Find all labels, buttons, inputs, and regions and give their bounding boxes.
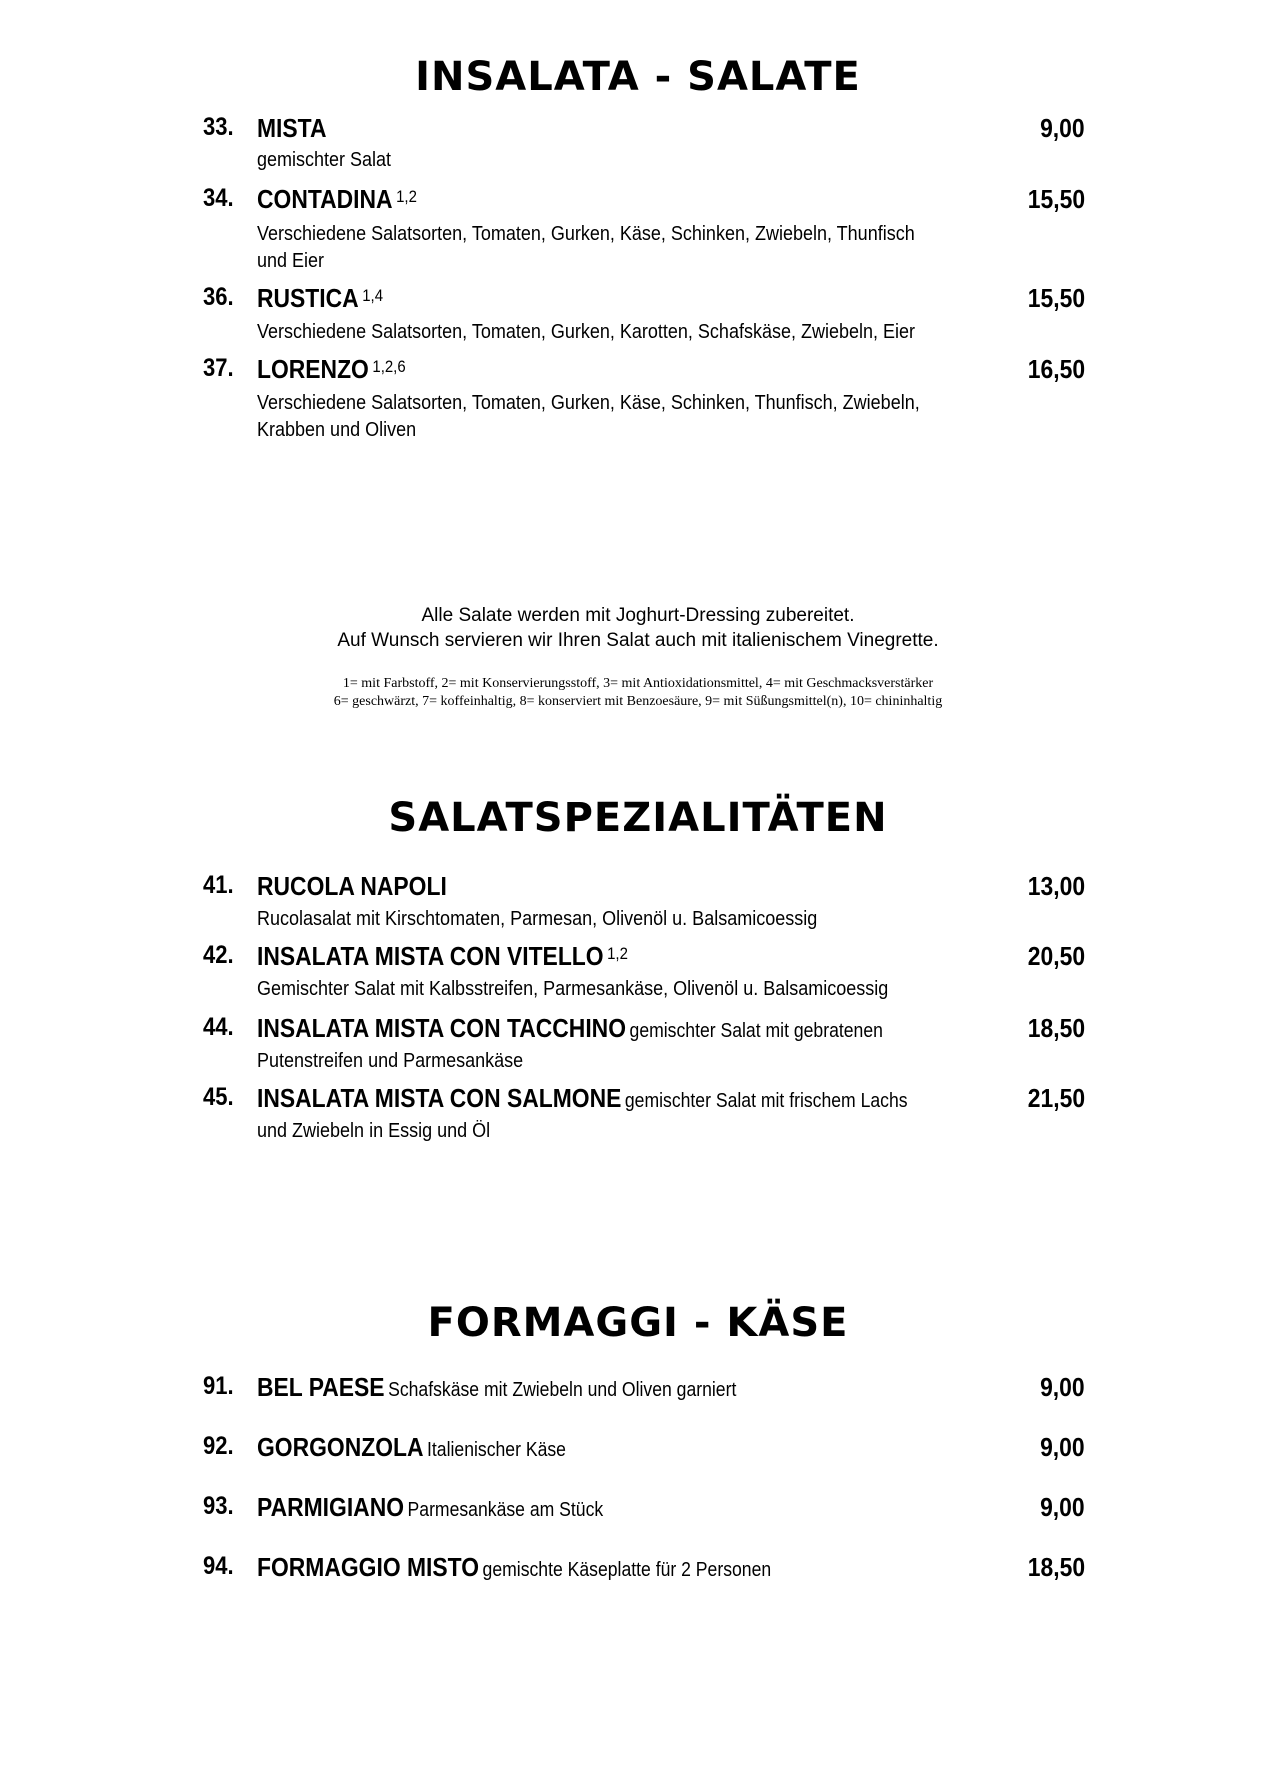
item-name-text: MISTA xyxy=(257,113,327,143)
item-price: 9,00 xyxy=(1040,1432,1085,1462)
item-allergens: 1,2,6 xyxy=(372,357,406,376)
item-name xyxy=(257,1013,883,1044)
item-name-text: LORENZO xyxy=(257,354,369,384)
item-name-text: INSALATA MISTA CON VITELLO xyxy=(257,941,604,971)
item-allergens: 1,4 xyxy=(362,286,384,305)
item-price: 16,50 xyxy=(1027,354,1085,384)
item-price: 18,50 xyxy=(1027,1552,1085,1582)
item-name xyxy=(257,1552,771,1583)
item-inline-description: gemischter Salat mit frischem Lachs xyxy=(624,1090,908,1112)
item-inline-description: gemischte Käseplatte für 2 Personen xyxy=(482,1559,772,1581)
item-name xyxy=(257,113,326,144)
item-price: 9,00 xyxy=(1040,1372,1085,1402)
item-description: Rucolasalat mit Kirschtomaten, Parmesan, Olivenöl u. Balsamicoessig xyxy=(257,908,818,930)
item-price: 15,50 xyxy=(1027,184,1085,214)
section-title-spezialitaeten: SALATSPEZIALITÄTEN xyxy=(388,795,888,841)
item-allergens: 1,2 xyxy=(607,944,628,963)
item-description: Verschiedene Salatsorten, Tomaten, Gurken, Karotten, Schafskäse, Zwiebeln, Eier xyxy=(257,321,916,343)
item-number: 37. xyxy=(203,354,234,382)
item-price: 9,00 xyxy=(1040,1492,1085,1522)
item-description: und Zwiebeln in Essig und Öl xyxy=(257,1120,491,1142)
item-name-text: BEL PAESE xyxy=(257,1372,385,1402)
allergen-legend-line-1: 1= mit Farbstoff, 2= mit Konservierungsstoff, 3= mit Antioxidationsmittel, 4= mit Geschmacksverstärker xyxy=(342,676,934,691)
dressing-note-line-2: Auf Wunsch servieren wir Ihren Salat auch mit italienischem Vinegrette. xyxy=(337,630,939,651)
dressing-note-line-1: Alle Salate werden mit Joghurt-Dressing zubereitet. xyxy=(421,605,855,626)
item-description: Gemischter Salat mit Kalbsstreifen, Parmesankäse, Olivenöl u. Balsamicoessig xyxy=(257,978,889,1000)
item-number: 33. xyxy=(203,113,234,141)
item-price: 18,50 xyxy=(1027,1013,1085,1043)
item-name xyxy=(257,941,628,972)
item-name xyxy=(257,283,383,314)
item-name-text: RUSTICA xyxy=(257,283,359,313)
item-name xyxy=(257,184,417,215)
item-number: 94. xyxy=(203,1552,234,1580)
item-number: 93. xyxy=(203,1492,234,1520)
item-number: 91. xyxy=(203,1372,234,1400)
item-name-text: CONTADINA xyxy=(257,184,393,214)
item-inline-description: gemischter Salat mit gebratenen xyxy=(629,1020,883,1042)
item-price: 9,00 xyxy=(1040,113,1085,143)
item-name xyxy=(257,1432,566,1463)
item-description: Verschiedene Salatsorten, Tomaten, Gurken, Käse, Schinken, Thunfisch, Zwiebeln, Krabben und Oliven xyxy=(257,392,920,441)
item-name xyxy=(257,1492,603,1523)
item-name-text: FORMAGGIO MISTO xyxy=(257,1552,480,1582)
item-name-text: INSALATA MISTA CON SALMONE xyxy=(257,1083,622,1113)
item-name-text: RUCOLA NAPOLI xyxy=(257,871,447,901)
section-title-salate: INSALATA - SALATE xyxy=(415,54,861,100)
allergen-legend xyxy=(0,675,1276,711)
item-price: 15,50 xyxy=(1027,283,1085,313)
item-inline-description: Italienischer Käse xyxy=(427,1439,566,1461)
item-number: 92. xyxy=(203,1432,234,1460)
item-description: Verschiedene Salatsorten, Tomaten, Gurken, Käse, Schinken, Zwiebeln, Thunfisch und Eier xyxy=(257,223,915,272)
item-allergens: 1,2 xyxy=(396,187,417,206)
item-name xyxy=(257,354,406,385)
item-name xyxy=(257,871,447,902)
item-name xyxy=(257,1083,908,1114)
item-price: 13,00 xyxy=(1027,871,1085,901)
item-name-text: PARMIGIANO xyxy=(257,1492,405,1522)
allergen-legend-line-2: 6= geschwärzt, 7= koffeinhaltig, 8= konserviert mit Benzoesäure, 9= mit Süßungsmittel(n), 10= chininhaltig xyxy=(333,694,943,709)
item-name xyxy=(257,1372,736,1403)
item-description: gemischter Salat xyxy=(257,149,392,171)
item-inline-description: Parmesankäse am Stück xyxy=(407,1499,604,1521)
item-price: 21,50 xyxy=(1027,1083,1085,1113)
item-name-text: GORGONZOLA xyxy=(257,1432,424,1462)
section-title-kaese: FORMAGGI - KÄSE xyxy=(427,1300,849,1346)
item-number: 42. xyxy=(203,941,234,969)
item-number: 44. xyxy=(203,1013,234,1041)
item-number: 41. xyxy=(203,871,234,899)
item-number: 36. xyxy=(203,283,234,311)
item-inline-description: Schafskäse mit Zwiebeln und Oliven garniert xyxy=(388,1379,737,1401)
item-name-text: INSALATA MISTA CON TACCHINO xyxy=(257,1013,627,1043)
item-number: 45. xyxy=(203,1083,234,1111)
item-price: 20,50 xyxy=(1027,941,1085,971)
dressing-note xyxy=(0,603,1276,653)
item-description: Putenstreifen und Parmesankäse xyxy=(257,1050,524,1072)
item-number: 34. xyxy=(203,184,234,212)
